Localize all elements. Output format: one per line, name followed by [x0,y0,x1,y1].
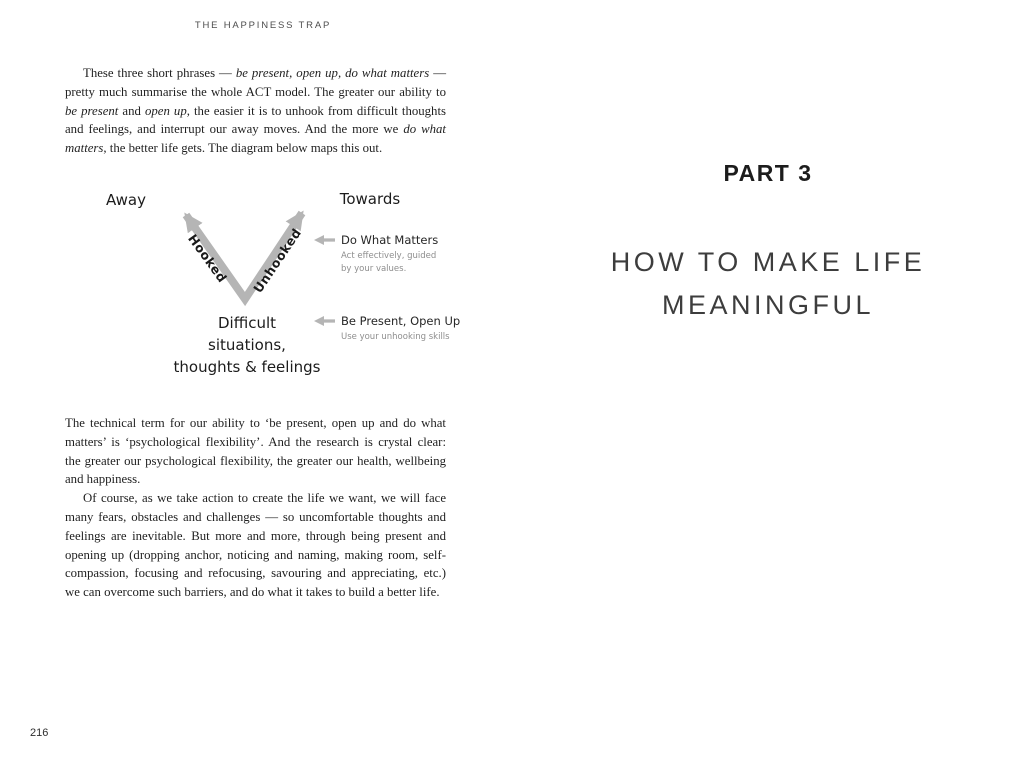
annotation-subtitle-line: Act effectively, guided [341,251,437,261]
text-segment-italic: be present [65,103,119,118]
left-arrow-icon [314,235,335,245]
caption-line: situations, [208,336,286,354]
paragraph-block [65,414,446,602]
caption-line: thoughts & feelings [173,358,321,376]
v-arrows-figure [90,185,420,390]
text-segment-italic: be present, open up, do what matters [235,66,430,80]
text-segment-italic: do what matters [65,122,446,156]
paragraph-technical-term: The technical term for our ability to ‘be present, open up and do what matters’ is ‘psychological flexibility’. And the research is crystal clear: the greater our psychological flexibility, the greater our health, wellbeing and happiness. [65,416,446,487]
right-page [512,0,1024,771]
left-arrow-icon [314,316,335,326]
text-segment: — pretty much summarise the whole ACT model. The greater our ability to [65,66,446,99]
annotation-do-what-matters [314,233,438,276]
text-segment: , the easier it is to unhook from difficult thoughts and feelings, and interrupt our away moves. And the more we [65,103,446,137]
paragraph-of-course: Of course, as we take action to create the life we want, we will face many fears, obstacles and challenges — so uncomfortable thoughts and feelings are inevitable. But more and more, through being present and opening up (dropping anchor, noticing and naming, making room, self-compassion, focusing and refocusing, savouring and appreciating, etc.) we can overcome such barriers, and do what it takes to build a better life. [65,491,446,600]
hooked-label: Hooked [185,231,231,286]
part-title-line: MEANINGFUL [661,290,875,320]
caption-line: Difficult [217,314,277,332]
away-label: Away [106,191,146,209]
unhooked-label: Unhooked [250,225,305,296]
part-title [512,241,1024,327]
annotation-title: Be Present, Open Up [341,314,461,328]
annotation-title: Do What Matters [341,233,439,247]
text-segment-italic: open up [144,103,187,118]
act-model-diagram [90,185,420,390]
part-title-line: HOW TO MAKE LIFE [610,247,926,277]
text-segment: These three short phrases — [83,66,236,80]
text-segment: and [118,103,145,118]
annotation-subtitle-line: by your values. [341,264,407,274]
part-label: PART 3 [723,160,813,186]
annotation-subtitle-line: Use your unhooking skills [341,332,450,342]
text-segment: , the better life gets. The diagram below maps this out. [103,141,383,156]
paragraph-intro-text [65,64,446,158]
annotation-be-present [314,314,460,344]
paragraph-intro [65,64,446,158]
page-number: 216 [30,727,49,739]
running-header: THE HAPPINESS TRAP [194,20,332,31]
towards-label: Towards [339,190,401,208]
